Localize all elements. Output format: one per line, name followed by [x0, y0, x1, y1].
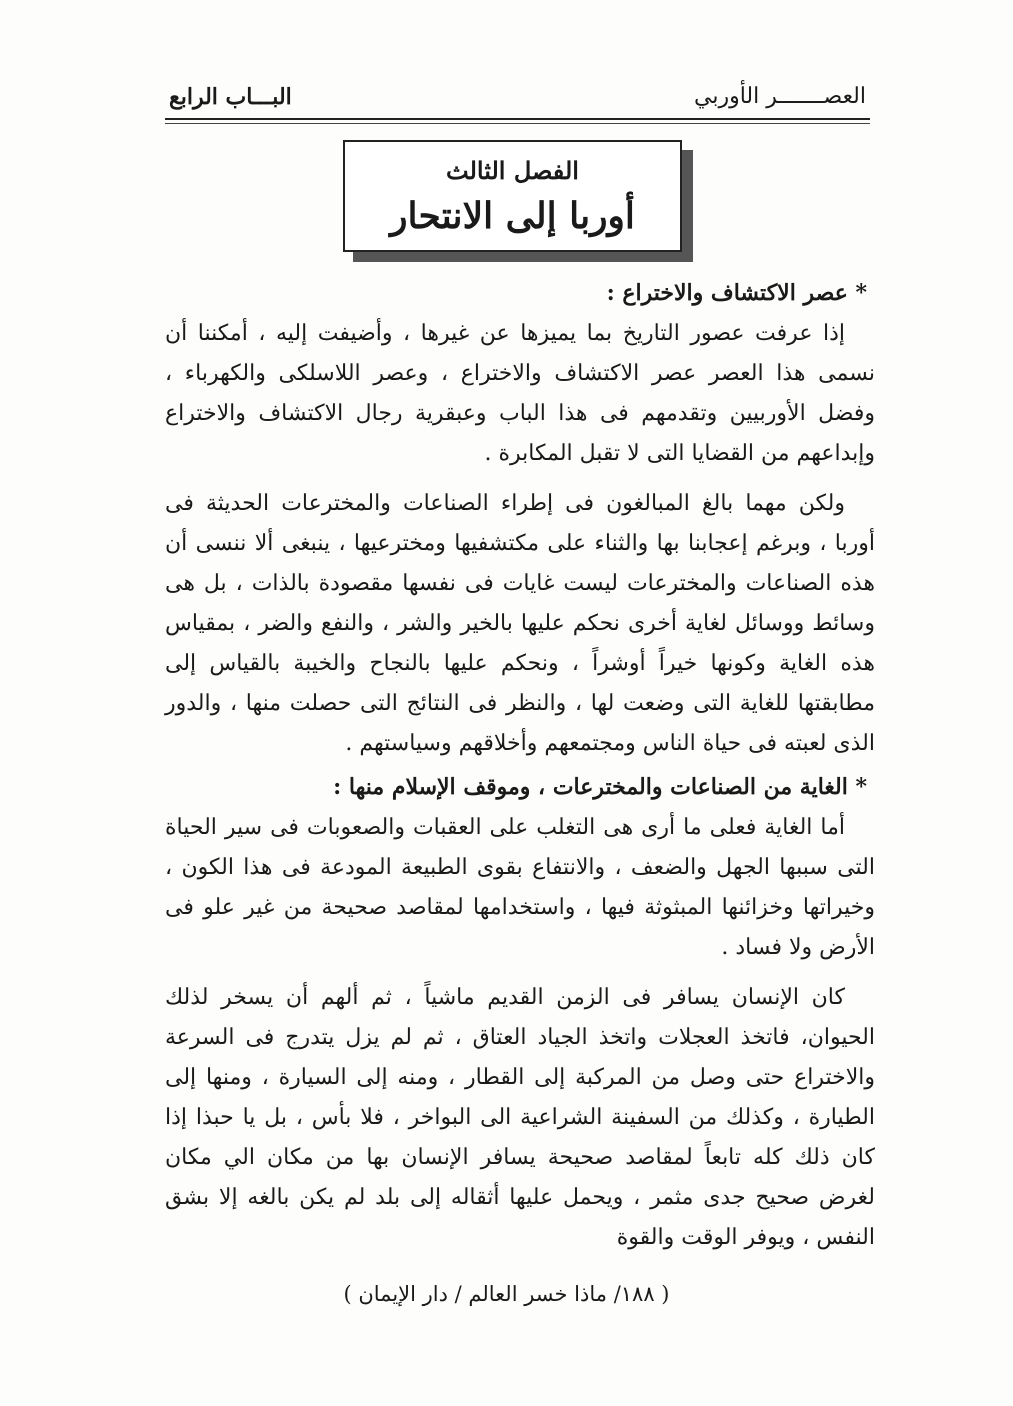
- paragraph: ولكن مهما بالغ المبالغون فى إطراء الصناعات والمخترعات الحديثة فى أوربا ، وبرغم إعجابنا بها والثناء على مكتشفيها ومخترعيها ، ينبغى ألا ننسى أن هذه الصناعات والمخترعات ليست غايات فى نفسها مقصودة بالذات ، بل هى وسائط ووسائل لغاية أخرى نحكم عليها بالخير والشر ، والنفع والضر ، بمقياس هذه الغاية وكونها خيراً أوشراً ، ونحكم عليها بالنجاح والخيبة بالقياس إلى مطابقتها للغاية التى وضعت لها ، والنظر فى النتائج التى حصلت منها ، والدور الذى لعبته فى حياة الناس ومجتمعهم وأخلاقهم وسياستهم .: [165, 491, 875, 756]
- paragraph: إذا عرفت عصور التاريخ بما يميزها عن غيرها ، وأضيفت إليه ، أمكننا أن نسمى هذا العصر عصر الاكتشاف والاختراع ، وعصر اللاسلكى والكهرباء ، وفضل الأوربيين وتقدمهم فى هذا الباب وعبقرية رجال الاكتشاف والاختراع وإبداعهم من القضايا التى لا تقبل المكابرة .: [165, 321, 875, 466]
- running-header: [165, 78, 870, 120]
- part-title: البـــاب الرابع: [169, 84, 292, 110]
- chapter-title: أوربا إلى الانتحار: [390, 195, 635, 237]
- chapter-title-box: [343, 140, 682, 252]
- section-purpose-of-industries: [165, 774, 875, 1258]
- paragraph: كان الإنسان يسافر فى الزمن القديم ماشياً ، ثم ألهم أن يسخر لذلك الحيوان، فاتخذ العجلات واتخذ الجياد العتاق ، ثم لم يزل يتدرج فى السرعة والاختراع حتى وصل من المركبة إلى القطار ، ومنه إلى السيارة ، ومنها إلى الطيارة ، وكذلك من السفينة الشراعية الى البواخر ، فلا بأس ، بل يا حبذا إذا كان ذلك كله تابعاً لمقاصد صحيحة يسافر الإنسان بها من مكان الي مكان لغرض صحيح جدى مثمر ، ويحمل عليها أثقاله إلى بلد لم يكن بالغه إلا بشق النفس ، ويوفر الوقت والقوة: [165, 985, 875, 1250]
- chapter-number: الفصل الثالث: [446, 156, 579, 185]
- book-title: العصـــــــر الأوربي: [694, 84, 866, 109]
- page-footer: ( ١٨٨/ ماذا خسر العالم / دار الإيمان ): [343, 1282, 670, 1306]
- title-box-shadow: [681, 150, 693, 262]
- main-content: [165, 270, 875, 1268]
- paragraph: أما الغاية فعلى ما أرى هى التغلب على العقبات والصعوبات فى سير الحياة التى سببها الجهل والضعف ، والانتفاع بقوى الطبيعة المودعة فى هذا الكون ، وخيراتها وخزائنها المبثوثة فيها ، واستخدامها لمقاصد صحيحة من غير علو فى الأرض ولا فساد .: [165, 815, 875, 960]
- section-discovery-era: [165, 280, 875, 764]
- section-heading: * الغاية من الصناعات والمخترعات ، وموقف الإسلام منها :: [333, 774, 867, 800]
- section-heading: * عصر الاكتشاف والاختراع :: [606, 280, 867, 306]
